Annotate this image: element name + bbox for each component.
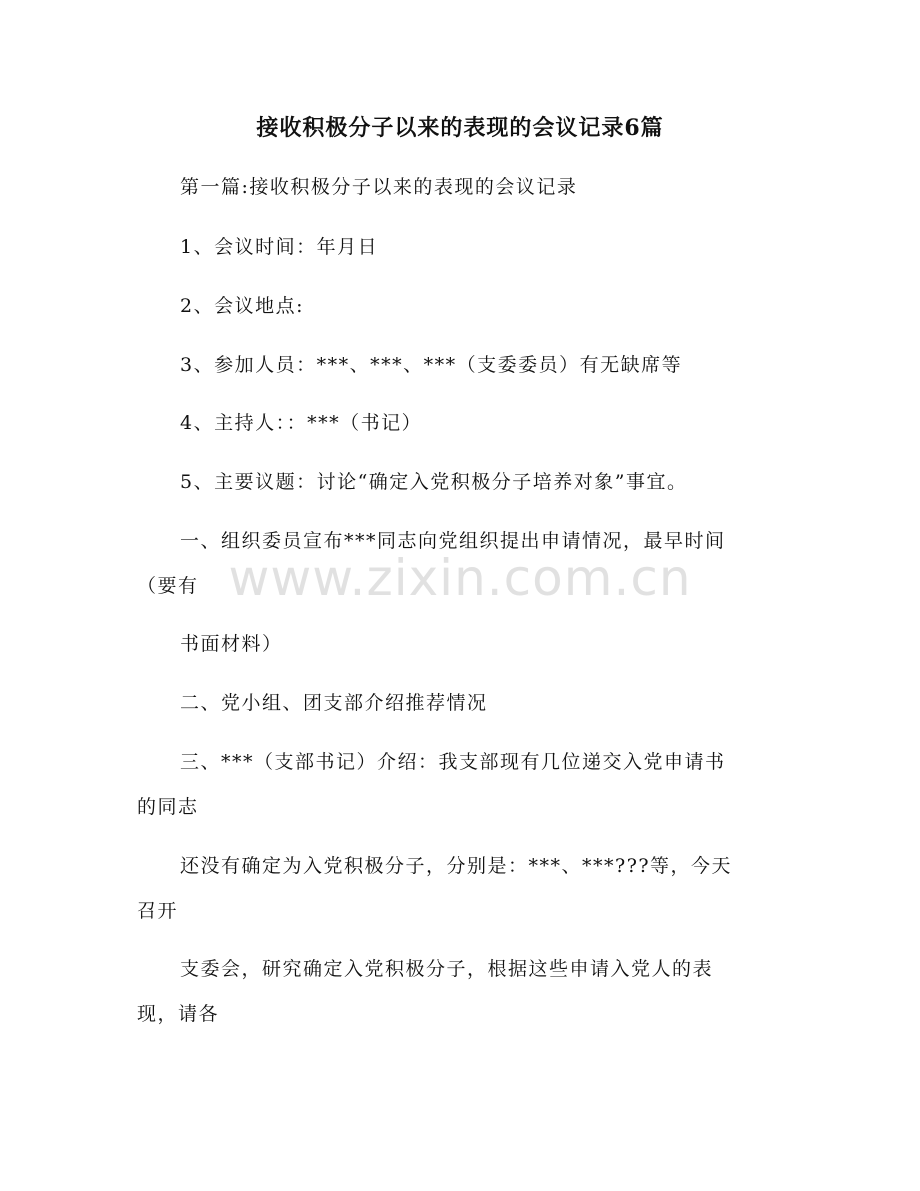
meeting-time: 1、会议时间：年月日 bbox=[180, 236, 379, 258]
paragraph-line-1: 还没有确定为入党积极分子，分别是：***、***???等，今天 bbox=[180, 855, 733, 877]
watermark: www.zixin.com.cn bbox=[228, 549, 692, 607]
paragraph-line-2: 召开 bbox=[137, 900, 179, 922]
item-three-line-2: 的同志 bbox=[137, 796, 199, 818]
item-one-line-2: （要有 bbox=[137, 575, 199, 597]
paragraph-line-3: 支委会，研究确定入党积极分子，根据这些申请入党人的表 bbox=[180, 958, 714, 980]
paragraph-line-4: 现，请各 bbox=[137, 1003, 220, 1025]
meeting-place: 2、会议地点: bbox=[180, 295, 304, 317]
meeting-attendees: 3、参加人员：***、***、***（支委委员）有无缺席等 bbox=[180, 354, 683, 376]
document-title: 接收积极分子以来的表现的会议记录6篇 bbox=[256, 115, 664, 141]
item-three-line-1: 三、***（支部书记）介绍：我支部现有几位递交入党申请书 bbox=[180, 751, 726, 773]
item-one-line-1: 一、组织委员宣布***同志向党组织提出申请情况，最早时间 bbox=[180, 530, 726, 552]
meeting-host: 4、主持人：：***（书记） bbox=[180, 412, 423, 434]
item-one-line-3: 书面材料） bbox=[180, 633, 283, 655]
meeting-topic: 5、主要议题：讨论“确定入党积极分子培养对象”事宜。 bbox=[180, 471, 688, 493]
item-two: 二、党小组、团支部介绍推荐情况 bbox=[180, 692, 488, 714]
section-heading: 第一篇:接收积极分子以来的表现的会议记录 bbox=[180, 176, 578, 198]
